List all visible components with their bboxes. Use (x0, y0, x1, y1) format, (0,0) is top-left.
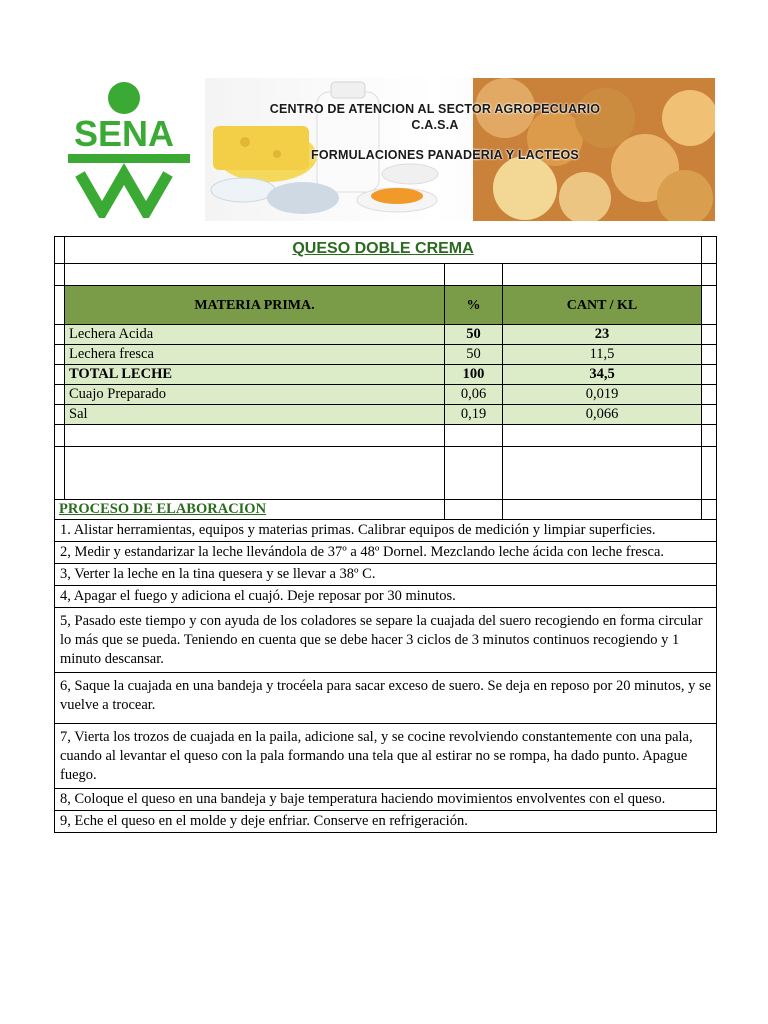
process-step: 4, Apagar el fuego y adiciona el cuajó. Deje reposar por 30 minutos. (55, 586, 717, 608)
process-step: 5, Pasado este tiempo y con ayuda de los coladores se separe la cuajada del suero recogiendo en forma circular lo más que se pueda. Teniendo en cuenta que se debe hacer 3 ciclos de 3 minutos continuos recogiendo y 1 minuto descansar. (55, 608, 717, 673)
recipe-table (54, 236, 717, 833)
center-name-line2: C.A.S.A (411, 118, 459, 132)
ingredient-name: Lechera fresca (65, 345, 445, 365)
ingredient-name: Lechera Acida (65, 325, 445, 345)
ingredient-quantity: 23 (503, 325, 702, 345)
table-row (55, 325, 717, 345)
banner-subtitle: FORMULACIONES PANADERIA Y LACTEOS (311, 148, 579, 162)
ingredient-name: TOTAL LECHE (65, 365, 445, 385)
ingredient-name: Sal (65, 405, 445, 425)
table-row (55, 345, 717, 365)
process-step: 9, Eche el queso en el molde y deje enfriar. Conserve en refrigeración. (55, 811, 717, 833)
col-header-materia-prima: MATERIA PRIMA. (65, 286, 445, 325)
ingredient-percent: 0,06 (445, 385, 503, 405)
process-step: 8, Coloque el queso en una bandeja y baje temperatura haciendo movimientos envolventes con el queso. (55, 789, 717, 811)
ingredient-percent: 0,19 (445, 405, 503, 425)
table-row (55, 365, 717, 385)
col-header-quantity: CANT / KL (503, 286, 702, 325)
col-header-percent: % (445, 286, 503, 325)
table-row (55, 385, 717, 405)
ingredient-quantity: 34,5 (503, 365, 702, 385)
header-banner (205, 78, 715, 221)
table-row (55, 405, 717, 425)
ingredient-quantity: 11,5 (503, 345, 702, 365)
process-step: 2, Medir y estandarizar la leche llevándola de 37º a 48º Dornel. Mezclando leche ácida con leche fresca. (55, 542, 717, 564)
center-name-line1: CENTRO DE ATENCION AL SECTOR AGROPECUARIO (269, 102, 601, 116)
ingredient-percent: 50 (445, 325, 503, 345)
recipe-title: QUESO DOBLE CREMA (65, 237, 702, 264)
process-step: 3, Verter la leche en la tina quesera y se llevar a 38º C. (55, 564, 717, 586)
process-title: PROCESO DE ELABORACION (55, 500, 445, 520)
ingredient-quantity: 0,066 (503, 405, 702, 425)
ingredient-percent: 50 (445, 345, 503, 365)
process-step: 6, Saque la cuajada en una bandeja y trocéela para sacar exceso de suero. Se deja en reposo por 20 minutos, y se vuelve a trocear. (55, 673, 717, 724)
svg-text:SENA: SENA (73, 113, 175, 154)
ingredient-percent: 100 (445, 365, 503, 385)
process-step: 1. Alistar herramientas, equipos y materias primas. Calibrar equipos de medición y limpiar superficies. (55, 520, 717, 542)
process-step: 7, Vierta los trozos de cuajada en la paila, adicione sal, y se cocine revolviendo constantemente con una pala, cuando al levantar el queso con la pala formando una tela que al estirar no se rompa, ha dado punto. Apague fuego. (55, 724, 717, 789)
ingredient-name: Cuajo Preparado (65, 385, 445, 405)
sena-logo (58, 78, 196, 218)
ingredient-quantity: 0,019 (503, 385, 702, 405)
